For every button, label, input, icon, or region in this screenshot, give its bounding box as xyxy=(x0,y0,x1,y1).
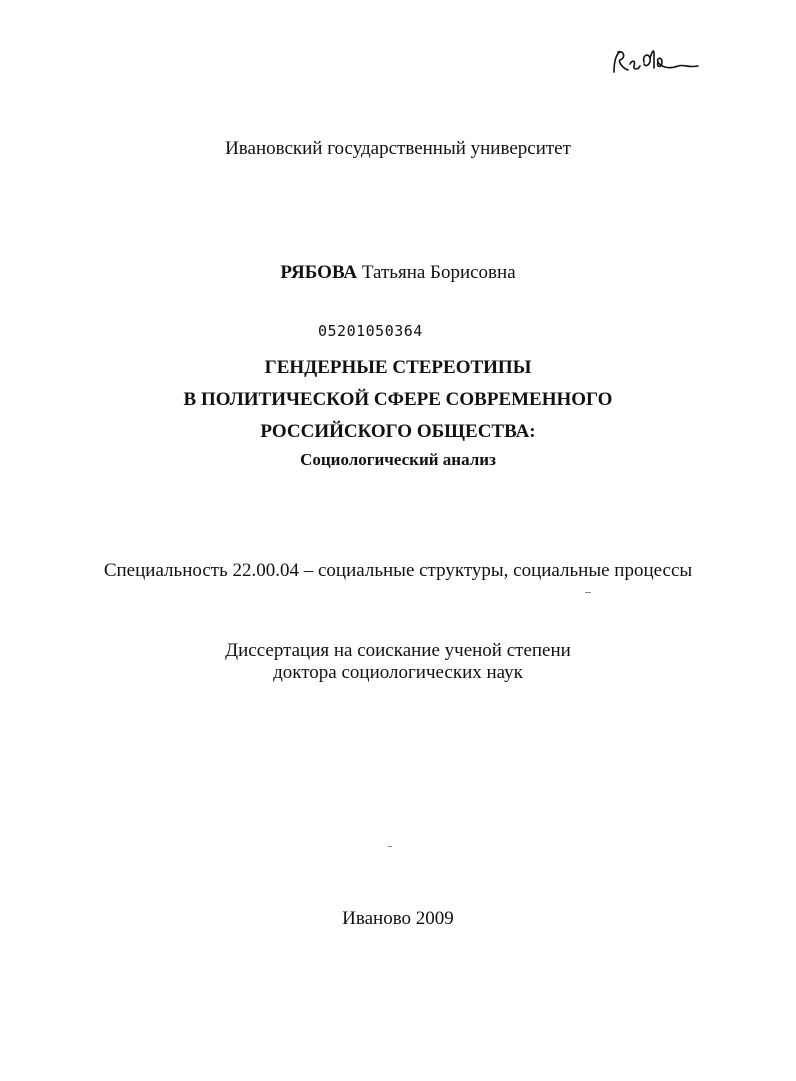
author-line xyxy=(0,262,796,284)
city-year: Иваново 2009 xyxy=(342,908,454,929)
dissertation-line-1: Диссертация на соискание ученой степени xyxy=(225,640,571,661)
signature xyxy=(608,44,718,80)
author-given-names: Татьяна Борисовна xyxy=(361,262,516,283)
registration-code: 05201050364 xyxy=(318,322,423,340)
dissertation-line-2: доктора социологических наук xyxy=(273,662,523,683)
title-line-2: В ПОЛИТИЧЕСКОЙ СФЕРЕ СОВРЕМЕННОГО xyxy=(183,389,613,410)
author-surname: РЯБОВА xyxy=(280,262,358,283)
handwritten-signature-icon xyxy=(608,44,718,80)
title-line-1: ГЕНДЕРНЫЕ СТЕРЕОТИПЫ xyxy=(264,357,532,378)
specialty: Специальность 22.00.04 – социальные структуры, социальные процессы xyxy=(103,560,693,581)
title-line-3: РОССИЙСКОГО ОБЩЕСТВА: xyxy=(260,421,536,442)
scan-speck xyxy=(388,846,392,847)
scan-speck xyxy=(585,592,591,593)
subtitle: Социологический анализ xyxy=(300,450,496,469)
university-name: Ивановский государственный университет xyxy=(225,138,571,159)
